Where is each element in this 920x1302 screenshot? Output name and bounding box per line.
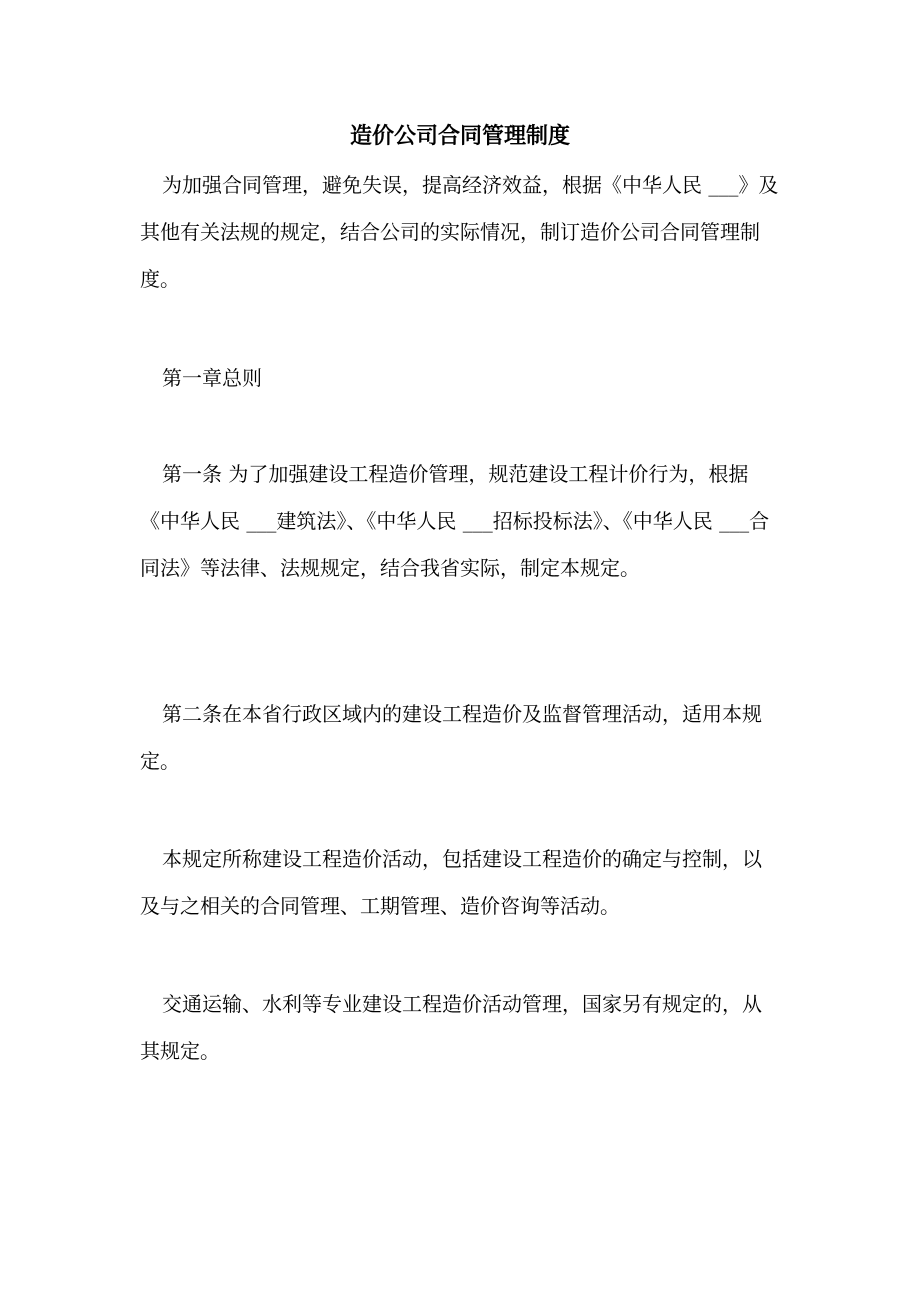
- definition-paragraph: 本规定所称建设工程造价活动，包括建设工程造价的确定与控制，以及与之相关的合同管理、工期管理、造价咨询等活动。: [140, 847, 762, 918]
- intro-paragraph: 为加强合同管理，避免失误，提高经济效益，根据《中华人民 ___》及其他有关法规的规定，结合公司的实际情况，制订造价公司合同管理制度。: [140, 173, 779, 291]
- exception-paragraph: 交通运输、水利等专业建设工程造价活动管理，国家另有规定的，从其规定。: [140, 992, 762, 1063]
- document-title: 造价公司合同管理制度: [349, 123, 570, 149]
- chapter-heading: 第一章总则: [162, 366, 262, 390]
- article-1-paragraph: 第一条 为了加强建设工程造价管理，规范建设工程计价行为，根据《中华人民 ___建筑法》、《中华人民 ___招标投标法》、《中华人民 ___合同法》等法律、法规规定，结合我省实际，制定本规定。: [140, 462, 770, 580]
- article-2-paragraph: 第二条在本省行政区域内的建设工程造价及监督管理活动，适用本规定。: [140, 702, 762, 773]
